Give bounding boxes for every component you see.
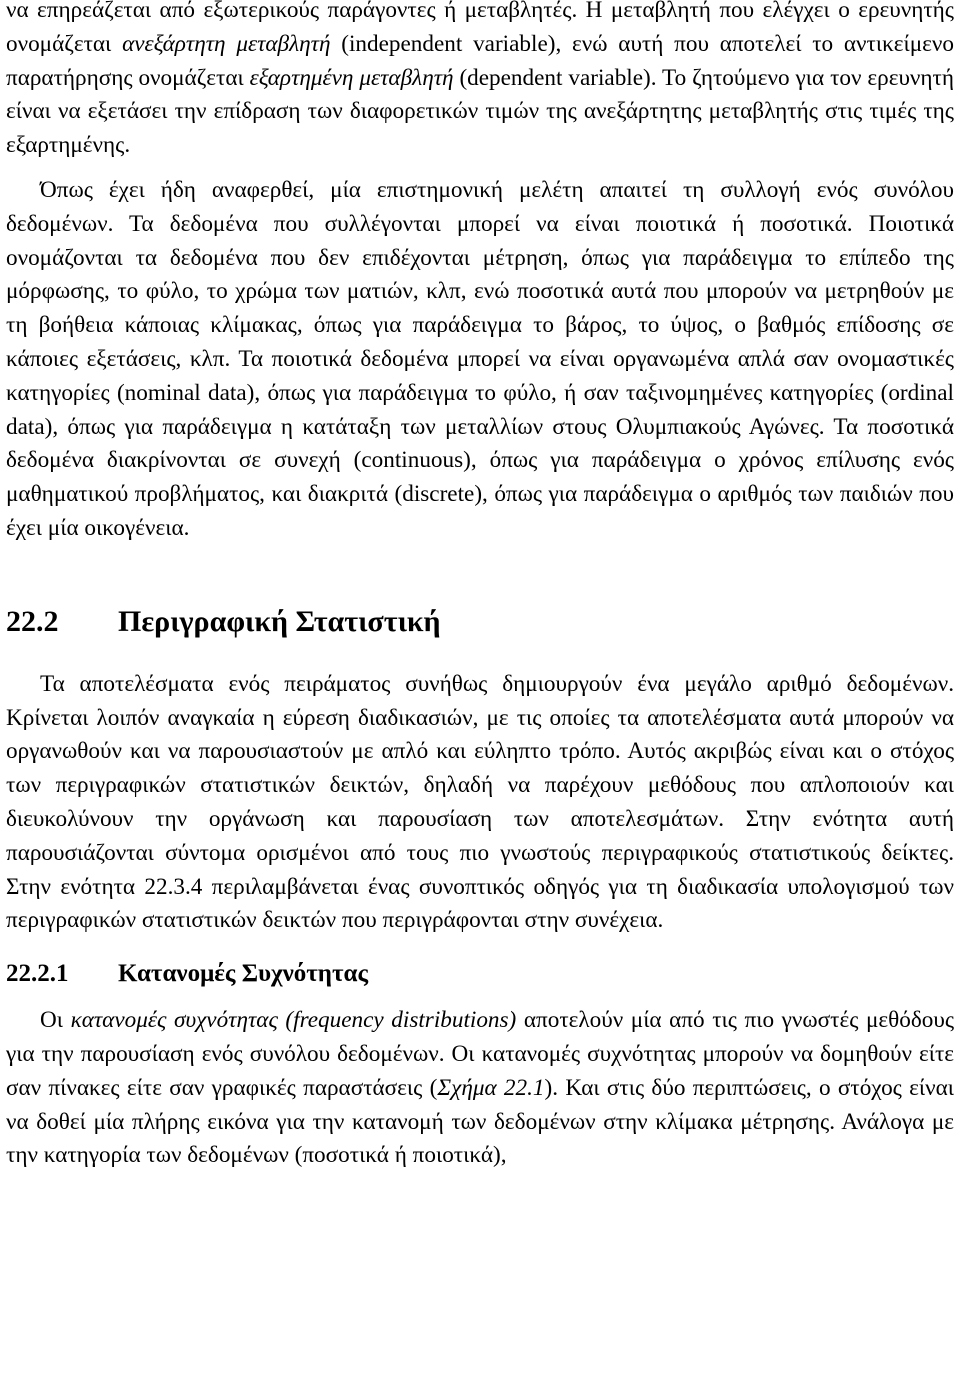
paragraph-frequency-distributions [6, 1004, 954, 1173]
subsection-number: 22.2.1 [6, 960, 69, 988]
text-run: αποτελούν μία από τις πιο γνωστές μεθόδους για την παρουσίαση ενός συνόλου δεδομένων. Οι κατανομές συχνότητας μπορούν να δομηθούν είτε σαν πίνακες είτε σαν γραφικές παραστάσεις ( [6, 1007, 955, 1101]
subsection-title: Κατανομές Συχνότητας [118, 960, 368, 988]
subsection-heading [6, 956, 954, 992]
paragraph-data-types: Όπως έχει ήδη αναφερθεί, μία επιστημονική μελέτη απαιτεί τη συλλογή ενός συνόλου δεδομένων. Τα δεδομένα που συλλέγονται μπορεί να είναι ποιοτικά ή ποσοτικά. Ποιοτικά ονομάζονται τα δεδομένα που δεν επιδέχονται μέτρηση, όπως για παράδειγμα το επίπεδο της μόρφωσης, το φύλο, το χρώμα των ματιών, κλπ, ενώ ποσοτικά αυτά που μπορούν να μετρηθούν με τη βοήθεια κάποιας κλίμακας, όπως για παράδειγμα το βάρος, το ύψος, ο βαθμός επίδοσης σε κάποιες εξετάσεις, κλπ. Τα ποιοτικά δεδομένα μπορεί να είναι οργανωμένα απλά σαν ονομαστικές κατηγορίες (nominal data), όπως για παράδειγμα το φύλο, ή σαν ταξινομημένες κατηγορίες (ordinal data), όπως για παράδειγμα η κατάταξη των μεταλλίων στους Ολυμπιακούς Αγώνες. Τα ποσοτικά δεδομένα διακρίνονται σε συνεχή (continuous), όπως για παράδειγμα ο χρόνος επίλυσης ενός μαθηματικού προβλήματος, και διακριτά (discrete), όπως για παράδειγμα ο αριθμός των παιδιών που έχει μία οικογένεια. [6, 176, 954, 541]
term-frequency-distributions: κατανομές συχνότητας (frequency distributions) [70, 1007, 517, 1034]
section-number: 22.2 [6, 604, 59, 638]
document-page [6, 0, 954, 1173]
section-heading [6, 602, 954, 642]
text-run: Οι [40, 1007, 71, 1034]
figure-reference[interactable]: Σχήμα 22.1 [437, 1074, 545, 1101]
paragraph-variables [6, 0, 954, 163]
term-independent-variable: ανεξάρτητη μεταβλητή [122, 30, 331, 57]
section-title: Περιγραφική Στατιστική [118, 604, 441, 638]
term-dependent-variable: εξαρτημένη μεταβλητή [249, 64, 454, 91]
paragraph-descriptive-statistics: Τα αποτελέσματα ενός πειράματος συνήθως δημιουργούν ένα μεγάλο αριθμό δεδομένων. Κρίνεται λοιπόν αναγκαία η εύρεση διαδικασιών, με τις οποίες τα αποτελέσματα αυτά μπορούν να οργανωθούν και να παρουσιαστούν με απλό και εύληπτο τρόπο. Αυτός ακριβώς είναι και ο στόχος των περιγραφικών στατιστικών δεικτών, δηλαδή να παρέχουν μεθόδους που απλοποιούν και διευκολύνουν την οργάνωση και παρουσίαση των αποτελεσμάτων. Στην ενότητα αυτή παρουσιάζονται σύντομα ορισμένοι από τους πιο γνωστούς περιγραφικούς στατιστικούς δείκτες. Στην ενότητα 22.3.4 περιλαμβάνεται ένας συνοπτικός οδηγός για τη διαδικασία υπολογισμού των περιγραφικών στατιστικών δεικτών που περιγράφονται στην συνέχεια. [6, 670, 954, 934]
text-run: ). Και στις δύο περιπτώσεις, ο στόχος είναι να δοθεί μία πλήρης εικόνα για την κατανομή των δεδομένων στην κλίμακα μέτρησης. Ανάλογα με την κατηγορία των δεδομένων (ποσοτικά ή ποιοτικά), [6, 1074, 954, 1169]
text-run: (dependent variable). Το ζητούμενο για τον ερευνητή είναι να εξετάσει την επίδραση των διαφορετικών τιμών της ανεξάρτητης μεταβλητής στις τιμές της εξαρτημένης. [6, 64, 954, 159]
text-run: (independent variable), ενώ αυτή που αποτελεί το αντικείμενο παρατήρησης ονομάζεται [6, 30, 954, 91]
text-run: να επηρεάζεται από εξωτερικούς παράγοντες ή μεταβλητές. Η μεταβλητή που ελέγχει ο ερευνητής ονομάζεται [6, 0, 954, 57]
